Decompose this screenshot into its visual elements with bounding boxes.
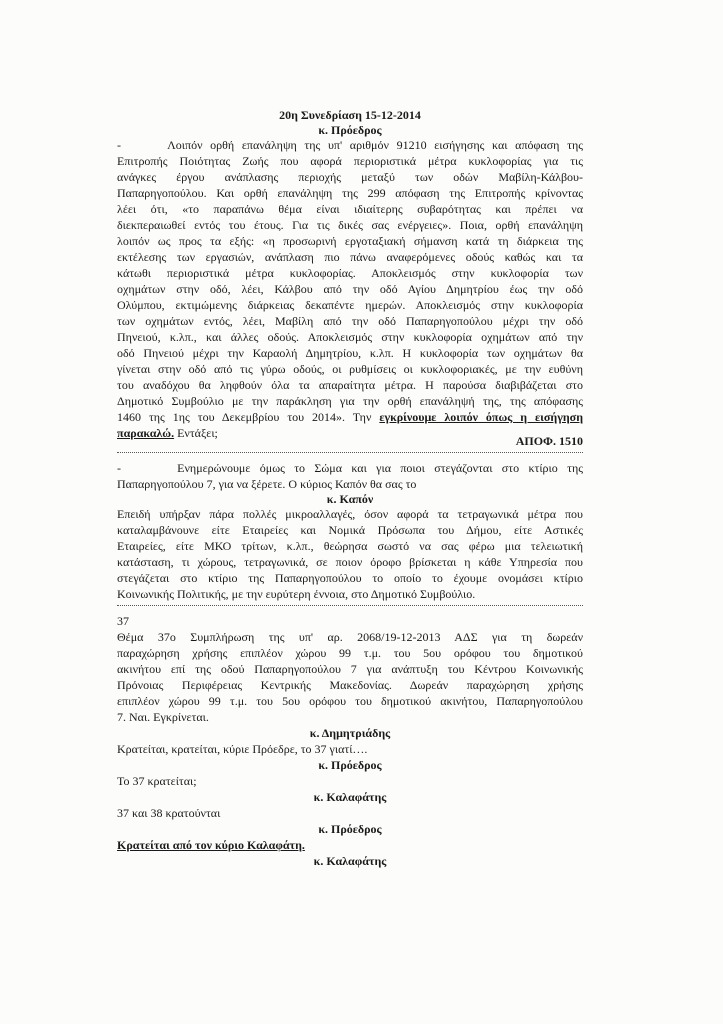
text-line: λέει ότι, «το παραπάνω θέμα είναι ιδιαίτερης συβαρότητας και πρέπει να — [117, 202, 583, 216]
text-line: Πηνειού, κ.λπ., και άλλες οδούς. Αποκλεισμός στην κυκλοφορία οχημάτων από την — [117, 330, 583, 344]
item-number: 37 — [117, 614, 129, 628]
text-line: οχημάτων στην οδό, λέει, Κάλβου από την οδό Αγίου Δημητρίου έως την οδό — [117, 282, 583, 296]
text-line: Παπαρηγοπούλου 7, για να ξέρετε. Ο κύριος Καπόν θα σας το — [117, 477, 417, 491]
approval-phrase-end: παρακαλώ. — [117, 426, 175, 440]
text-line: κατάσταση, τι χώρους, τετραγωνικά, σε ποιον όροφο βρίσκεται η κάθε Υπηρεσία που — [117, 555, 583, 569]
text-line: Ολύμπου, εκτιμώμενης διάρκειας δεκαπέντε ημερών. Αποκλεισμός στην κυκλοφορία — [117, 298, 583, 312]
text-span: 1460 της 1ης του Δεκεμβρίου του 2014». Την — [117, 410, 380, 424]
text-line: κάτωθι περιοριστικά μέτρα κυκλοφορίας. Αποκλεισμός στην κυκλοφορία των — [117, 266, 583, 280]
text-line: Εταιρείες, είτε ΜΚΟ τρίτων, κ.λπ., θεώρησα σωστό να σας φέρω μια τελειωτική — [117, 539, 583, 553]
text-line: - Ενημερώνουμε όμως το Σώμα και για ποιοι στεγάζονται στο κτίριο της — [117, 461, 583, 475]
text-line: Πρόνοιας Περιφέρειας Κεντρικής Μακεδονίας. Δωρεάν παραχώρηση χρήσης — [117, 678, 583, 692]
speaker-dimitriadis: κ. Δημητριάδης — [309, 726, 391, 740]
text-line: 7. Ναι. Εγκρίνεται. — [117, 710, 209, 724]
text-line: Το 37 κρατείται; — [117, 774, 197, 788]
text-line — [117, 410, 583, 424]
text-line: Παπαρηγοπούλου. Και ορθή επανάληψη της 299 απόφαση της Επιτροπής κρίνοντας — [117, 186, 583, 200]
session-heading: 20η Συνεδρίαση 15-12-2014 — [279, 108, 421, 122]
text-line: ανάγκες έργου ανάπλασης περιοχής μεταξύ των οδών Μαβίλη-Κάλβου- — [117, 170, 583, 184]
text-line: καταλαμβάνουνε είτε Εταιρείες και Νομικά Πρόσωπα του Δήμου, είτε Αστικές — [117, 523, 583, 537]
speaker-president: κ. Πρόεδρος — [318, 758, 382, 772]
text-line: του αναδόχου θα ληφθούν όλα τα απαραίτητα μέτρα. Η παρούσα διαβιβάζεται στο — [117, 378, 583, 392]
speaker-president: κ. Πρόεδρος — [318, 123, 382, 137]
text-line: 37 και 38 κρατούνται — [117, 806, 221, 820]
approval-phrase: εγκρίνουμε λοιπόν όπως η εισήγηση — [379, 410, 584, 424]
text-line: Επιτροπής Ποιότητας Ζωής που αφορά περιοριστικά μέτρα κυκλοφορίας για τις — [117, 154, 583, 168]
text-line: Δημοτικό Συμβούλιο με την παράκληση για την ορθή επανάληψή της, της απόφασης — [117, 394, 583, 408]
text-line: των οχημάτων εντός, λέει, Μαβίλη από την οδό Παπαρηγοπούλου μέχρι την οδό — [117, 314, 583, 328]
text-line: Κρατείται, κρατείται, κύριε Πρόεδρε, το 37 γιατί…. — [117, 742, 368, 756]
text-line: επιπλέον χώρου 99 τ.μ. του 5ου ορόφου του δημοτικού ακινήτου, Παπαρηγοπούλου — [117, 694, 583, 708]
text-line: διεκπεραιωθεί εντός του έτους. Για τις δικές σας ενέργειες». Ποια, ορθή επανάληψη — [117, 218, 583, 232]
speaker-kalafatis: κ. Καλαφάτης — [313, 854, 387, 868]
decision-number: ΑΠΟΦ. 1510 — [515, 434, 583, 448]
text-line: εκτέλεσης των εργασιών, ανάπλαση πιο πάνω αναφερόμενες οδούς καθώς και τα — [117, 250, 583, 264]
dotted-separator — [117, 605, 583, 606]
kept-by-statement: Κρατείται από τον κύριο Καλαφάτη. — [117, 838, 305, 852]
text-span: Εντάξει; — [174, 426, 218, 440]
text-line: Κοινωνικής Πολιτικής, με την ευρύτερη έννοια, στο Δημοτικό Συμβούλιο. — [117, 587, 476, 601]
dotted-separator — [117, 452, 583, 453]
speaker-president: κ. Πρόεδρος — [318, 822, 382, 836]
text-line: Επειδή υπήρξαν πάρα πολλές μικροαλλαγές, όσον αφορά τα τετραγωνικά μέτρα που — [117, 507, 583, 521]
text-line: παραχώρηση χρήσης επιπλέον χώρου 99 τ.μ. του 5ου ορόφου του δημοτικού — [117, 646, 583, 660]
text-line: - Λοιπόν ορθή επανάληψη της υπ' αριθμόν 91210 εισήγησης και απόφαση της — [117, 138, 583, 152]
speaker-kapon: κ. Καπόν — [326, 492, 374, 506]
speaker-kalafatis: κ. Καλαφάτης — [313, 790, 387, 804]
text-line: ακινήτου επί της οδού Παπαρηγοπούλου 7 για ανάπτυξη του Κέντρου Κοινωνικής — [117, 662, 583, 676]
text-line: στεγάζεται στο κτίριο της Παπαρηγοπούλου το οποίο το έχουμε ονομάσει κτίριο — [117, 571, 583, 585]
text-line: λοιπόν ως προς τα εξής: «η προσωρινή εργοταξιακή σήμανση κατά τη διάρκεια της — [117, 234, 583, 248]
text-line: γίνεται στην οδό από τις γύρω οδούς, οι ρυθμίσεις οι κυκλοφοριακές, με την ευθύνη — [117, 362, 583, 376]
text-line: Θέμα 37ο Συμπλήρωση της υπ' αρ. 2068/19-12-2013 ΑΔΣ για τη δωρεάν — [117, 630, 583, 644]
text-line: οδό Πηνειού μέχρι την Καραολή Δημητρίου, κ.λπ. Η κυκλοφορία των οχημάτων θα — [117, 346, 583, 360]
text-line — [117, 426, 583, 440]
